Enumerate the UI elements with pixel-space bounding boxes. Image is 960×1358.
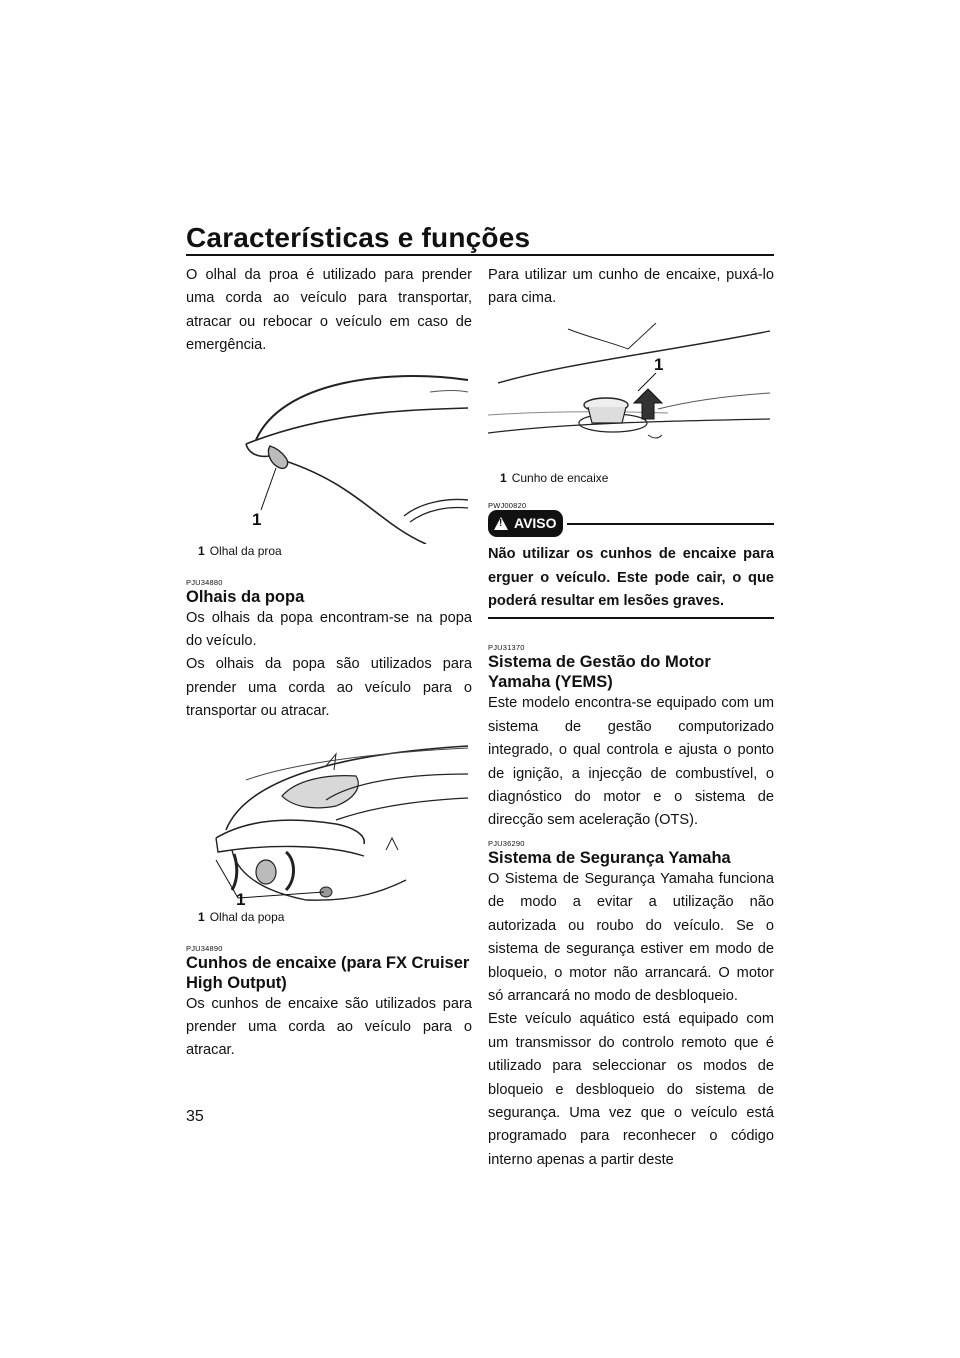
caption-number: 1 — [198, 909, 205, 924]
section-code: PJU34890 — [186, 943, 223, 953]
bow-eye-illustration — [186, 372, 472, 544]
section-heading-security: Sistema de Segurança Yamaha — [488, 848, 731, 867]
cleats-p1: Os cunhos de encaixe são utilizados para prender uma corda ao veículo para o atracar. — [186, 995, 472, 1059]
section-code: PJU36290 — [488, 838, 525, 848]
caption-text: Cunho de encaixe — [511, 470, 609, 485]
stern-eyes-p1: Os olhais da popa encontram-se na popa do veículo. — [186, 609, 472, 650]
warning-code: PWJ00820 — [488, 500, 527, 510]
caption-number: 1 — [500, 470, 507, 485]
yems-p1: Este modelo encontra-se equipado com um sistema de gestão computorizado integrado, o qual controla e ajusta o ponto de ignição, a injecção de combustível, o diagnóstico do motor e o sistema de direcção sem aceleração (OTS). — [488, 695, 774, 829]
stern-eye-caption — [186, 910, 472, 924]
warning-rule — [567, 523, 774, 525]
bow-eye-intro: O olhal da proa é utilizado para prender uma corda ao veículo para transportar, atracar ou rebocar o veículo em caso de emergência. — [186, 267, 472, 354]
page-number: 35 — [186, 1108, 204, 1125]
warning-triangle-icon: ! — [494, 517, 508, 530]
page-title: Características e funções — [186, 222, 531, 253]
warning-label: AVISO — [514, 514, 557, 531]
caption-text: Olhal da proa — [209, 543, 282, 558]
warning-bottom-rule — [488, 617, 774, 619]
left-column — [186, 264, 472, 1063]
cleat-caption — [488, 471, 774, 485]
bow-eye-callout: 1 — [252, 509, 262, 529]
caption-text: Olhal da popa — [209, 909, 285, 924]
stern-eye-callout: 1 — [236, 889, 246, 909]
section-code: PJU34880 — [186, 577, 223, 587]
stern-eyes-p2: Os olhais da popa são utilizados para prender uma corda ao veículo para o transportar ou atracar. — [186, 656, 472, 720]
section-code: PJU31370 — [488, 643, 525, 653]
cleat-callout: 1 — [654, 354, 664, 374]
title-rule — [186, 254, 774, 256]
security-p2: Este veículo aquático está equipado com um transmissor do controlo remoto que é utilizado para seleccionar os modos de bloqueio e desbloqueio do sistema de segurança. Uma vez que o veículo está programado para reconhecer o código interno apenas a partir deste — [488, 1011, 774, 1168]
stern-eye-figure — [186, 740, 472, 908]
section-heading-cleats: Cunhos de encaixe (para FX Cruiser High Output) — [186, 953, 470, 992]
cleat-figure — [488, 323, 774, 463]
security-p1: O Sistema de Segurança Yamaha funciona de modo a evitar a utilização não autorizada ou roubo do veículo. Se o sistema de segurança estiver em modo de bloqueio, o motor não arrancará. O motor só arrancará no modo de desbloqueio. — [488, 870, 774, 1004]
right-column — [488, 264, 774, 1172]
section-heading-yems: Sistema de Gestão do Motor Yamaha (YEMS) — [488, 653, 711, 692]
section-heading-stern-eyes: Olhais da popa — [186, 587, 305, 606]
bow-eye-figure — [186, 372, 472, 544]
caption-number: 1 — [198, 543, 205, 558]
warning-text: Não utilizar os cunhos de encaixe para erguer o veículo. Este pode cair, o que poderá resultar em lesões graves. — [488, 546, 774, 610]
stern-eye-illustration — [186, 740, 472, 908]
warning-badge — [488, 510, 563, 537]
bow-eye-caption — [186, 544, 472, 558]
cleat-illustration — [488, 323, 774, 463]
cleat-usage-intro: Para utilizar um cunho de encaixe, puxá-lo para cima. — [488, 267, 774, 307]
warning-header — [488, 510, 774, 537]
